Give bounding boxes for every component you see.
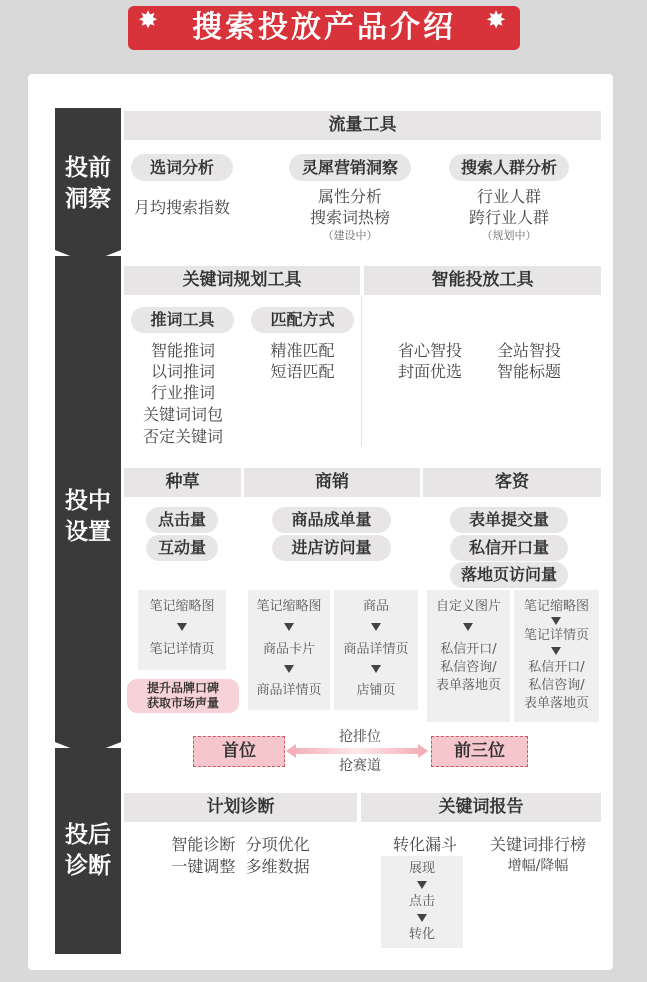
divider <box>361 296 362 446</box>
smart-item: 全站智投 <box>496 341 561 360</box>
flower-icon: ✸ <box>486 6 507 34</box>
funnel-title: 转化漏斗 <box>392 835 457 854</box>
tool-item: 跨行业人群 <box>468 208 549 227</box>
shangxiao-header: 商销 <box>244 468 420 497</box>
plan-diagnosis-header: 计划诊断 <box>124 793 357 822</box>
funnel-step: 转化 <box>408 927 435 942</box>
side-label-line: 诊断 <box>65 853 111 879</box>
traffic-tools-header: 流量工具 <box>124 111 601 140</box>
keyword-recommend-pill: 推词工具 <box>131 307 234 333</box>
flow-step: 私信开口/ 私信咨询/ 表单落地页 <box>435 642 501 693</box>
keyword-item: 智能推词 <box>150 341 215 360</box>
keyword-item: 否定关键词 <box>142 427 223 446</box>
page-title: 搜索投放产品介绍 <box>192 10 456 45</box>
metric-pill: 落地页访问量 <box>450 562 568 588</box>
flow-step: 商品 <box>362 599 389 614</box>
side-label-line: 投后 <box>65 822 111 848</box>
flower-icon: ✸ <box>138 6 159 34</box>
tool-item: 月均搜索指数 <box>133 198 230 217</box>
rank-label: 抢排位 <box>339 729 381 745</box>
metric-pill: 表单提交量 <box>450 507 568 533</box>
flow-step: 笔记详情页 <box>149 642 215 657</box>
metric-pill: 点击量 <box>146 507 218 533</box>
side-label-post <box>55 748 121 954</box>
arrow-down-icon <box>417 881 427 889</box>
brand-note-pill: 提升品牌口碑 获取市场声量 <box>127 679 239 713</box>
match-item: 短语匹配 <box>270 362 335 381</box>
arrow-down-icon <box>463 623 473 631</box>
kezi-header: 客资 <box>423 468 601 497</box>
flow-step: 笔记详情页 <box>523 628 589 643</box>
plan-line: 一键调整 多维数据 <box>171 857 310 876</box>
flow-step: 笔记缩略图 <box>256 599 322 614</box>
tool-item: 行业人群 <box>476 187 541 206</box>
arrow-down-icon <box>551 617 561 625</box>
smart-item: 智能标题 <box>496 362 561 381</box>
tool-pill: 搜索人群分析 <box>449 154 569 181</box>
arrow-down-icon <box>551 647 561 655</box>
flow-step: 商品详情页 <box>256 683 322 698</box>
side-label-mid <box>55 256 121 742</box>
arrow-down-icon <box>371 623 381 631</box>
keyword-item: 行业推词 <box>150 383 215 402</box>
metric-pill: 私信开口量 <box>450 535 568 561</box>
flow-step: 笔记缩略图 <box>149 599 215 614</box>
arrow-down-icon <box>284 623 294 631</box>
side-label-line: 投中 <box>65 488 111 514</box>
flow-step: 店铺页 <box>356 683 396 698</box>
metric-pill: 进店访问量 <box>272 535 391 561</box>
funnel-step: 展现 <box>408 861 435 876</box>
arrow-down-icon <box>177 623 187 631</box>
side-label-line: 设置 <box>65 519 111 545</box>
side-label-pre <box>55 108 121 250</box>
match-item: 精准匹配 <box>270 341 335 360</box>
keyword-report-header: 关键词报告 <box>361 793 601 822</box>
side-label-line: 投前 <box>65 155 111 181</box>
flow-step: 自定义图片 <box>435 599 501 614</box>
zhongcao-header: 种草 <box>124 468 241 497</box>
arrow-down-icon <box>371 665 381 673</box>
tool-pill: 选词分析 <box>131 154 233 181</box>
rank-top3-box: 前三位 <box>431 736 528 767</box>
keyword-tool-header: 关键词规划工具 <box>124 266 360 295</box>
arrow-down-icon <box>417 914 427 922</box>
funnel-step: 点击 <box>408 894 435 909</box>
tool-item: 搜索词热榜 <box>309 208 390 227</box>
flow-step: 笔记缩略图 <box>523 599 589 614</box>
flow-step: 商品卡片 <box>262 642 315 657</box>
rank-list-title: 关键词排行榜 <box>489 835 586 854</box>
keyword-item: 以词推词 <box>150 362 215 381</box>
rank-list-sub: 增幅/降幅 <box>507 858 569 874</box>
rank-first-box: 首位 <box>193 736 285 767</box>
flow-step: 私信开口/ 私信咨询/ 表单落地页 <box>523 660 589 711</box>
smart-tool-header: 智能投放工具 <box>364 266 601 295</box>
tool-note: （规划中） <box>481 229 537 242</box>
tool-pill: 灵犀营销洞察 <box>289 154 411 181</box>
keyword-item: 关键词词包 <box>142 405 223 424</box>
match-type-pill: 匹配方式 <box>251 307 354 333</box>
metric-pill: 商品成单量 <box>272 507 391 533</box>
flow-step: 商品详情页 <box>343 642 409 657</box>
side-label-line: 洞察 <box>65 186 111 212</box>
metric-pill: 互动量 <box>146 535 218 561</box>
title-banner <box>128 6 520 50</box>
smart-item: 省心智投 <box>397 341 462 360</box>
rank-label: 抢赛道 <box>339 758 381 774</box>
plan-line: 智能诊断 分项优化 <box>171 835 310 854</box>
smart-item: 封面优选 <box>397 362 462 381</box>
arrow-down-icon <box>284 665 294 673</box>
tool-note: （建设中） <box>322 229 378 242</box>
tool-item: 属性分析 <box>317 187 382 206</box>
